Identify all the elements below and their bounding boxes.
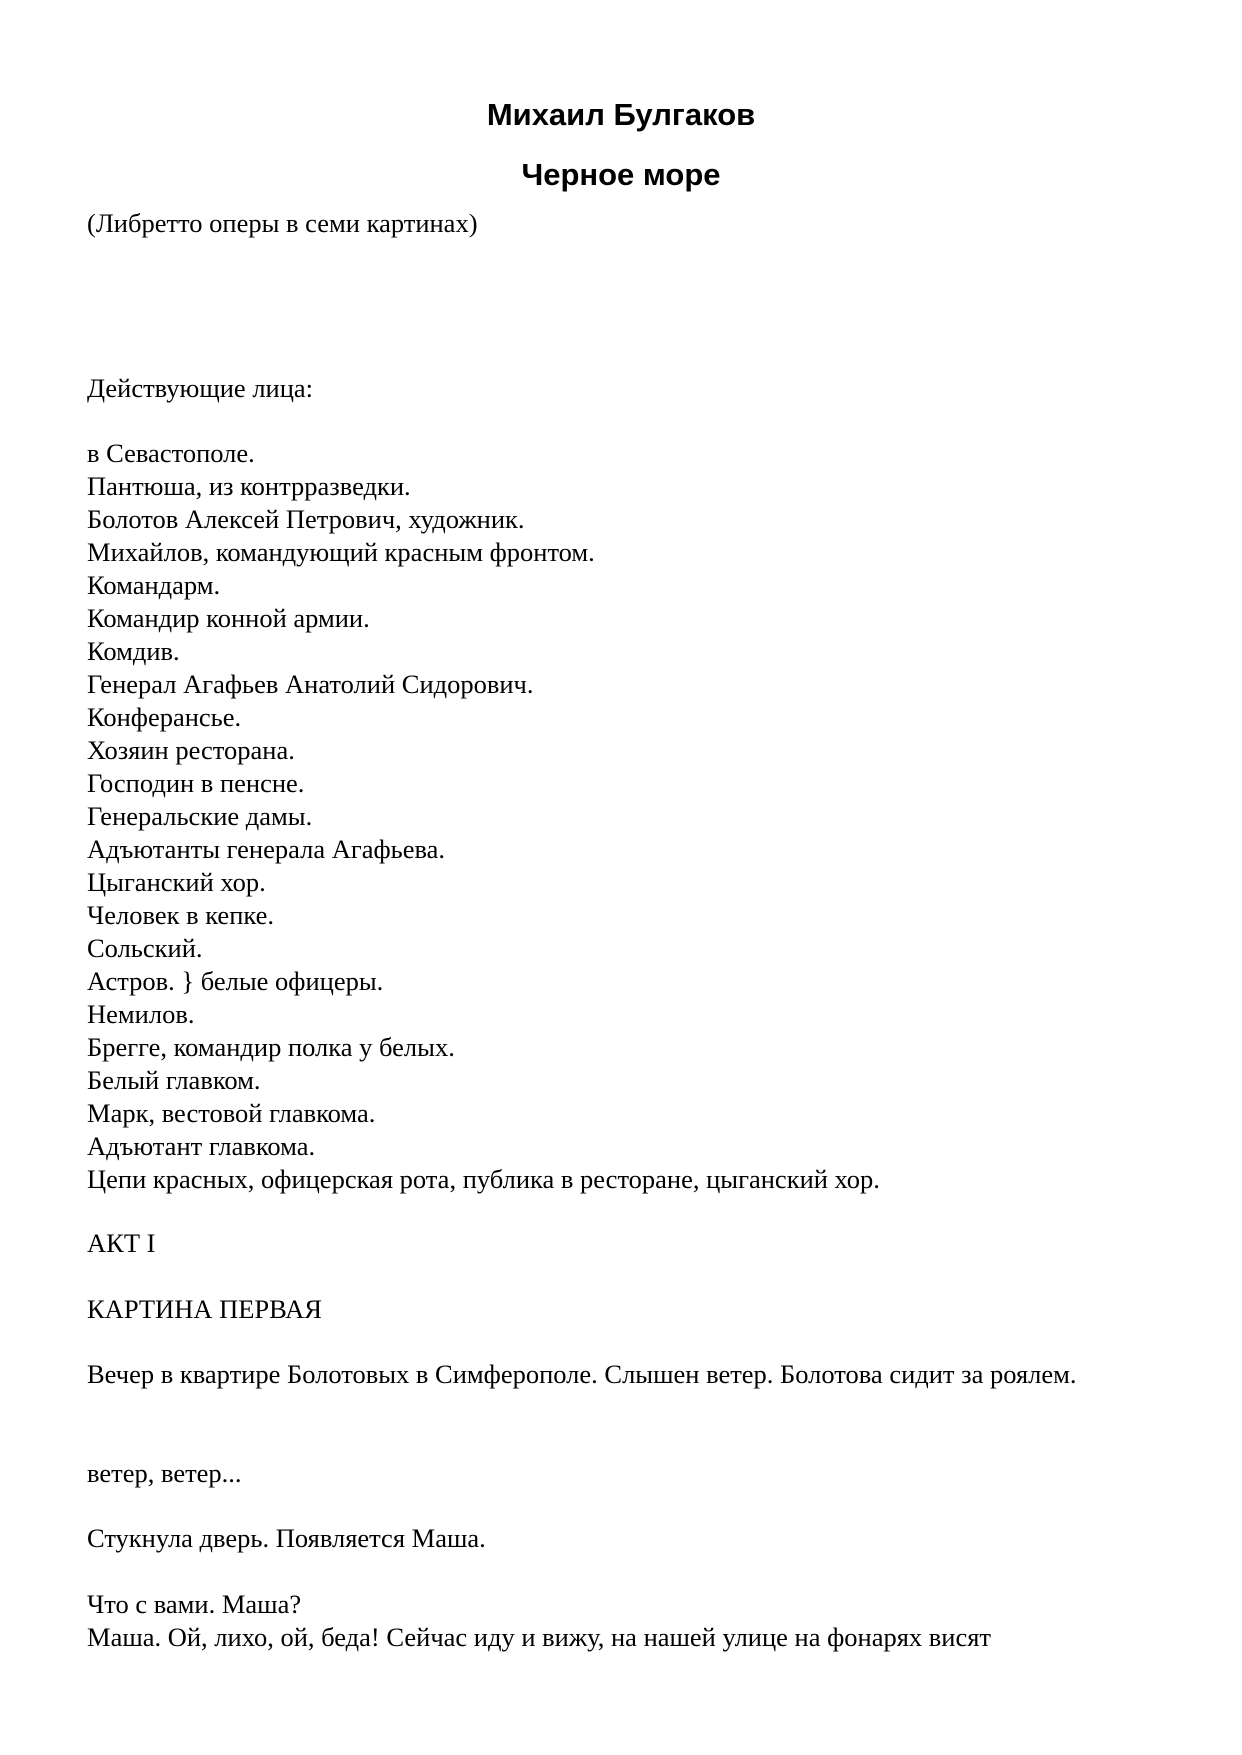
cast-item: Генерал Агафьев Анатолий Сидорович. (87, 669, 534, 699)
cast-heading: Действующие лица: (87, 373, 314, 403)
cast-item: Адъютанты генерала Агафьева. (87, 834, 446, 864)
cast-item: Брегге, командир полка у белых. (87, 1032, 455, 1062)
cast-item: Немилов. (87, 999, 195, 1029)
dialogue-line: Что с вами. Маша? (87, 1589, 302, 1619)
cast-item: Адъютант главкома. (87, 1131, 316, 1161)
subtitle: (Либретто оперы в семи картинах) (87, 208, 478, 238)
dialogue-line: Маша. Ой, лихо, ой, беда! Сейчас иду и вижу, на нашей улице на фонарях висят (87, 1622, 992, 1652)
act-heading: АКТ I (87, 1228, 156, 1258)
cast-item: Хозяин ресторана. (87, 735, 295, 765)
cast-item: в Севастополе. (87, 438, 255, 468)
cast-item: Человек в кепке. (87, 900, 274, 930)
stage-direction: Вечер в квартире Болотовых в Симферополе. Слышен ветер. Болотова сидит за роялем. (87, 1359, 1077, 1389)
cast-item: Белый главком. (87, 1065, 261, 1095)
dialogue-line: ветер, ветер... (87, 1458, 242, 1488)
cast-item: Болотов Алексей Петрович, художник. (87, 504, 525, 534)
cast-item: Командир конной армии. (87, 603, 370, 633)
cast-item: Комдив. (87, 636, 180, 666)
cast-item: Генеральские дамы. (87, 801, 313, 831)
stage-direction: Стукнула дверь. Появляется Маша. (87, 1523, 486, 1553)
cast-item: Пантюша, из контрразведки. (87, 471, 411, 501)
cast-item: Цепи красных, офицерская рота, публика в ресторане, цыганский хор. (87, 1164, 880, 1194)
cast-item: Конферансье. (87, 702, 242, 732)
cast-list (87, 437, 880, 1196)
title-heading: Черное море (521, 157, 721, 192)
cast-item: Господин в пенсне. (87, 768, 305, 798)
cast-item: Цыганский хор. (87, 867, 266, 897)
cast-item: Сольский. (87, 933, 203, 963)
cast-item: Марк, вестовой главкома. (87, 1098, 376, 1128)
author-heading: Михаил Булгаков (486, 97, 756, 132)
cast-item: Командарм. (87, 570, 221, 600)
scene-heading: КАРТИНА ПЕРВАЯ (87, 1294, 322, 1324)
cast-item: Михайлов, командующий красным фронтом. (87, 537, 595, 567)
cast-item: Астров. } белые офицеры. (87, 966, 384, 996)
